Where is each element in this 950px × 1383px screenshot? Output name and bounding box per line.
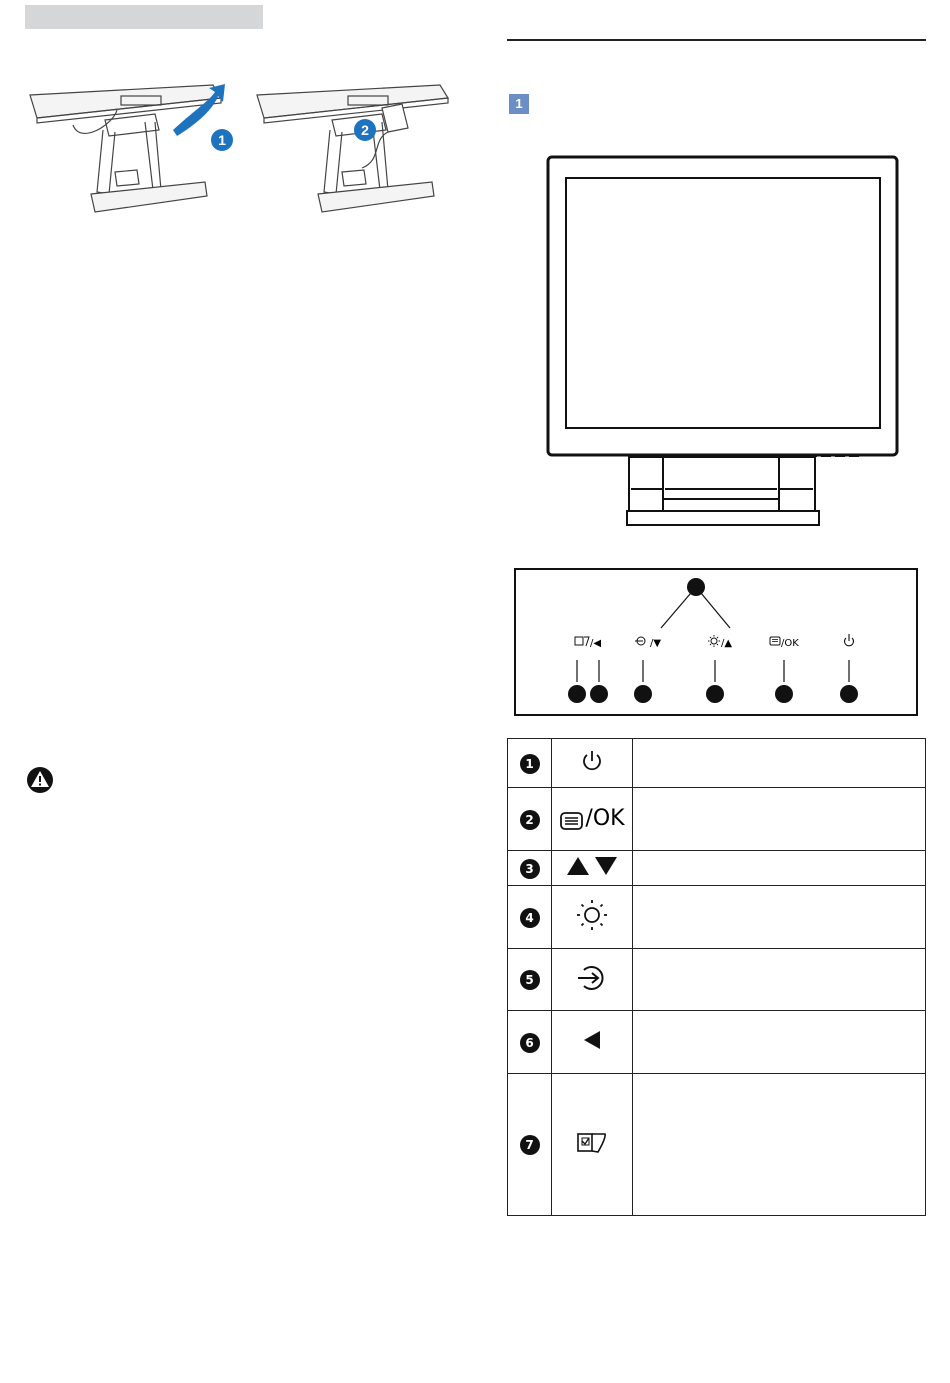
row-description [633, 1011, 926, 1074]
table-row [508, 1011, 926, 1074]
smartimage-icon [576, 1130, 608, 1156]
row-number: 1 [520, 754, 540, 774]
setup-illustration-step1 [25, 70, 245, 220]
row-description [633, 739, 926, 788]
row-number: 5 [520, 970, 540, 990]
svg-text:/◀: /◀ [590, 638, 602, 649]
row-number: 6 [520, 1033, 540, 1053]
row-number: 4 [520, 908, 540, 928]
row-description [633, 788, 926, 851]
section-rule [507, 39, 926, 41]
control-table [507, 738, 926, 1216]
table-row [508, 739, 926, 788]
row-number: 2 [520, 810, 540, 830]
svg-text:/OK: /OK [781, 638, 799, 649]
callout-4-badge [706, 685, 724, 703]
row-description [633, 949, 926, 1011]
warning-icon [26, 766, 54, 794]
row-number: 7 [520, 1135, 540, 1155]
callout-7-badge [568, 685, 586, 703]
callout-2-badge [775, 685, 793, 703]
svg-text:/▼: /▼ [650, 638, 662, 649]
monitor-front-illustration [545, 155, 900, 530]
input-icon [575, 963, 609, 993]
up-down-arrow-icon [565, 855, 619, 877]
callout-6-badge [590, 685, 608, 703]
row-description [633, 851, 926, 886]
row-description [633, 1074, 926, 1216]
header-bar [25, 5, 263, 29]
table-row [508, 886, 926, 949]
row-number: 3 [520, 859, 540, 879]
row-description [633, 886, 926, 949]
svg-text:/▲: /▲ [721, 638, 733, 649]
setup-illustration-step2 [252, 70, 472, 220]
table-row [508, 788, 926, 851]
control-panel-diagram [514, 568, 918, 718]
brightness-icon [575, 898, 609, 932]
table-row [508, 949, 926, 1011]
left-arrow-icon [581, 1029, 603, 1051]
ok-label: /OK [585, 806, 625, 832]
section-number: 1 [509, 94, 529, 114]
step1-number: 1 [218, 132, 226, 148]
step2-number: 2 [361, 122, 369, 138]
power-icon [580, 749, 604, 773]
menu-icon [559, 810, 585, 832]
callout-5-badge [634, 685, 652, 703]
callout-1-badge [840, 685, 858, 703]
table-row [508, 851, 926, 886]
table-row [508, 1074, 926, 1216]
